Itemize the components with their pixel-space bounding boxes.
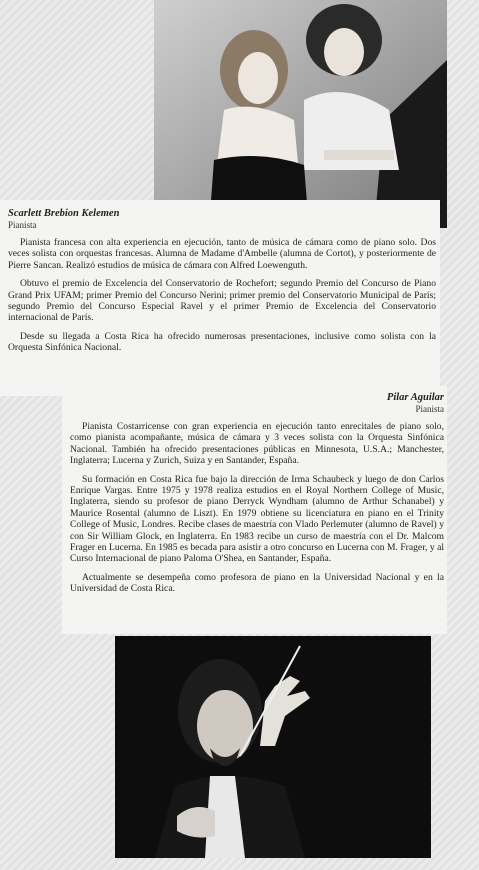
- bio-paragraph: Pianista francesa con alta experiencia en ejecución, tanto de música de cámara como de piano solo. Dos veces solista con orquestas francesas. Alumna de Madame d'Ambelle (alumna de Cortot), y posteriormente de Pierre Sancan. Realizó estudios de música de cámara con Alfred Loewenguth.: [8, 237, 436, 271]
- photo-conductor: [115, 636, 431, 858]
- artist-role: Pianista: [415, 404, 444, 414]
- bio-paragraph: Su formación en Costa Rica fue bajo la dirección de Irma Schaubeck y luego de don Carlos Enrique Vargas. Entre 1975 y 1978 realiza estudios en el Royal Northern College of Music, Inglaterra, siendo su profesor de piano Derryck Wyndham (alumno de Arthur Schanabel) y Maurice Rosental (alumno de Liszt). En 1979 obtiene su licenciatura en piano en el Trinity College of Music, Londres. Recibe clases de maestría con Vlado Perlemuter (alumno de Ravel) y con Sir William Glock, en Inglaterra. En 1983 recibe un curso de maestría con el Dr. Malcom Frager en Lucerna. En 1985 es becada para asistir a otro concurso en Lucerna con M. Frager, y al Curso Internacional de piano Paloma O'Shea, en Santander, España.: [70, 473, 444, 565]
- bio-paragraph: Pianista Costarricense con gran experiencia en ejecución tanto enrecitales de piano solo, como pianista acompañante, música de cámara y 3 veces solista con la Orquesta Sinfónica Nacional. También ha ofrecido presentaciones públicas en Minnesota, U.S.A.; Manchester, Inglaterra; Lucerna y Zurich, Suiza y en Santander, España.: [70, 421, 444, 467]
- bio-paragraph: Actualmente se desempeña como profesora de piano en la Universidad Nacional y en la Universidad de Costa Rica.: [70, 571, 444, 595]
- artist-role: Pianista: [8, 220, 37, 230]
- bio-section-brebion: [8, 208, 436, 354]
- bio-paragraph: Desde su llegada a Costa Rica ha ofrecido numerosas presentaciones, inclusive como solista con la Orquesta Sinfónica Nacional.: [8, 330, 436, 354]
- artist-name: Pilar Aguilar: [386, 392, 444, 403]
- photo-two-pianists: [154, 0, 447, 228]
- artist-name: Scarlett Brebion Kelemen: [8, 208, 120, 219]
- bio-section-aguilar: [70, 392, 444, 595]
- bio-paragraph: Obtuvo el premio de Excelencia del Conservatorio de Rochefort; segundo Premio del Concurso de Piano Grand Prix UFAM; primer Premio del Concurso Nerini; primer premio del Conservatorio Municipal de París; segundo Premio del Concurso Especial Ravel y el primer Premio de Excelencia del Conservatorio internacional de París.: [8, 278, 436, 324]
